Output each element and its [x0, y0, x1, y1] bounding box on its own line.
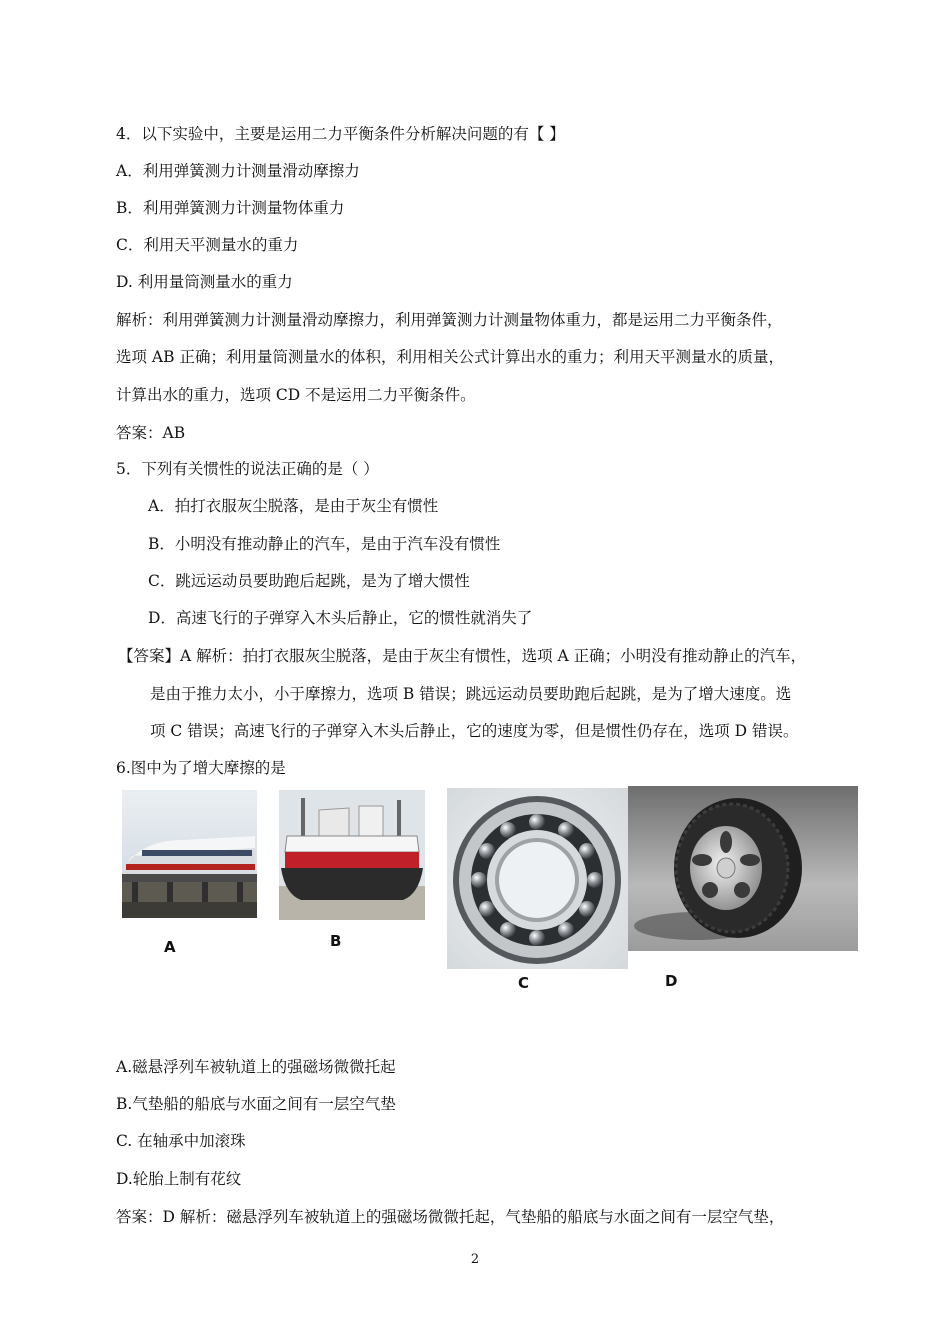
maglev-train-image [122, 790, 257, 918]
hovercraft-image [279, 790, 425, 920]
ball-bearing-image [447, 788, 628, 969]
tire-image [628, 786, 858, 951]
q5-stem: 5．下列有关惯性的说法正确的是（ ） [116, 460, 379, 478]
q5-answer-line-1: 【答案】A 解析：拍打衣服灰尘脱落，是由于灰尘有惯性，选项 A 正确；小明没有推动静止的汽车， [118, 647, 807, 665]
q4-analysis-line-3: 计算出水的重力，选项 CD 不是运用二力平衡条件。 [116, 386, 476, 404]
q4-option-b: B．利用弹簧测力计测量物体重力 [116, 199, 345, 217]
q6-option-c: C. 在轴承中加滚珠 [116, 1132, 246, 1150]
q5-option-b: B．小明没有推动静止的汽车，是由于汽车没有惯性 [148, 535, 501, 553]
q6-option-b: B.气垫船的船底与水面之间有一层空气垫 [116, 1095, 396, 1113]
q4-option-d: D. 利用量筒测量水的重力 [116, 273, 293, 291]
figure-label-c: C [518, 974, 530, 992]
q6-stem: 6.图中为了增大摩擦的是 [116, 759, 286, 777]
q4-answer: 答案：AB [116, 424, 186, 442]
figure-label-a: A [164, 938, 176, 956]
q4-option-c: C．利用天平测量水的重力 [116, 236, 299, 254]
q4-analysis-line-1: 解析：利用弹簧测力计测量滑动摩擦力，利用弹簧测力计测量物体重力，都是运用二力平衡条件， [116, 311, 783, 329]
q4-analysis-line-2: 选项 AB 正确；利用量筒测量水的体积，利用相关公式计算出水的重力；利用天平测量水的质量， [116, 348, 784, 366]
q5-option-a: A．拍打衣服灰尘脱落，是由于灰尘有惯性 [148, 497, 439, 515]
q6-option-a: A.磁悬浮列车被轨道上的强磁场微微托起 [116, 1058, 396, 1076]
q5-option-c: C．跳远运动员要助跑后起跳，是为了增大惯性 [148, 572, 470, 590]
figure-label-d: D [665, 972, 678, 990]
q5-answer-line-2: 是由于推力太小，小于摩擦力，选项 B 错误；跳远运动员要助跑后起跳，是为了增大速度。选 [150, 685, 792, 703]
q5-answer-line-3: 项 C 错误；高速飞行的子弹穿入木头后静止，它的速度为零，但是惯性仍存在，选项 D 错误。 [150, 722, 799, 740]
q6-option-d: D.轮胎上制有花纹 [116, 1170, 242, 1188]
figure-label-b: B [330, 932, 342, 950]
q5-option-d: D．高速飞行的子弹穿入木头后静止，它的惯性就消失了 [148, 609, 533, 627]
q4-option-a: A．利用弹簧测力计测量滑动摩擦力 [116, 162, 360, 180]
q6-answer: 答案：D 解析：磁悬浮列车被轨道上的强磁场微微托起，气垫船的船底与水面之间有一层空气垫， [116, 1208, 785, 1226]
page-number: 2 [470, 1252, 480, 1267]
q4-stem: 4．以下实验中，主要是运用二力平衡条件分析解决问题的有【 】 [116, 125, 565, 143]
